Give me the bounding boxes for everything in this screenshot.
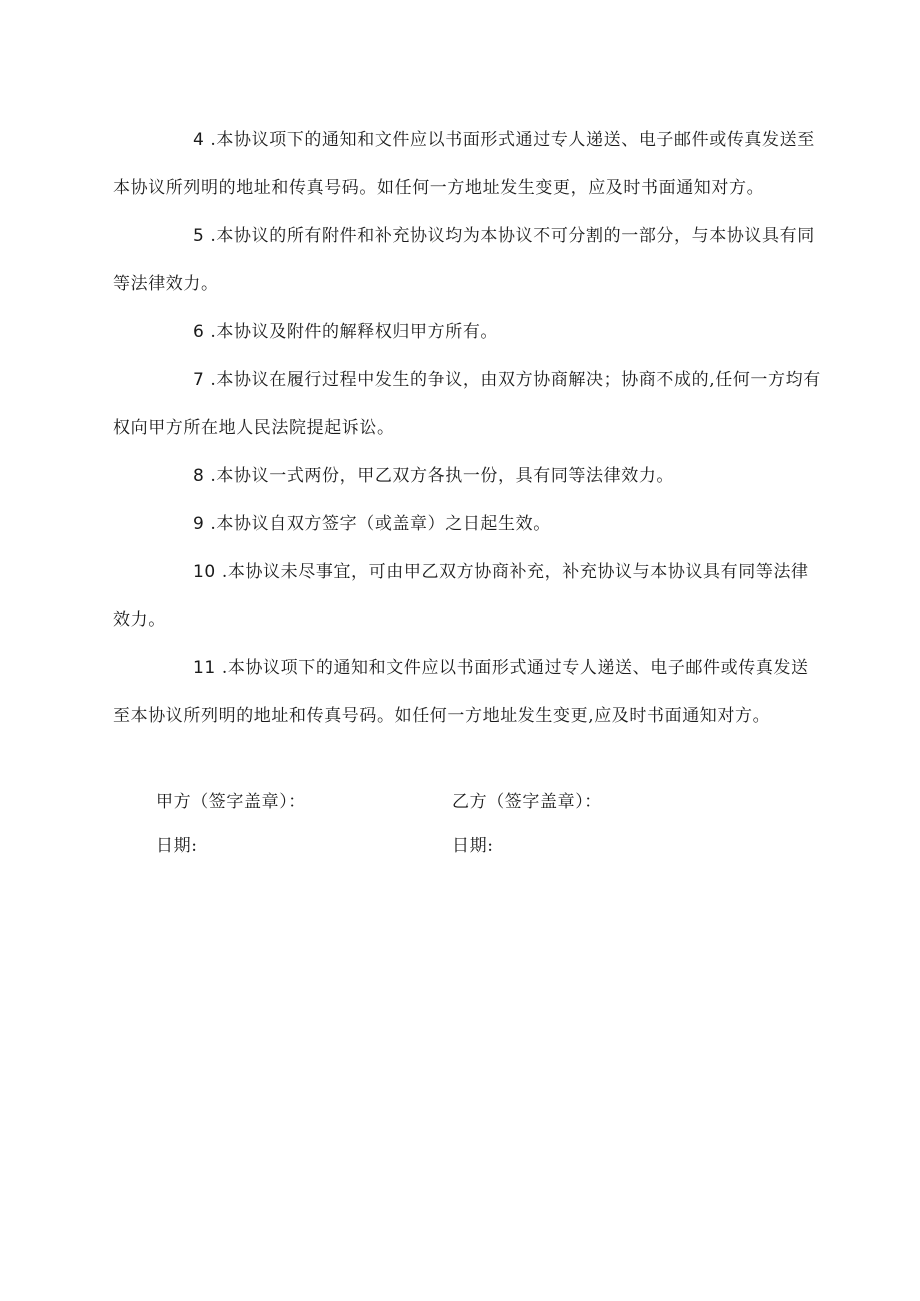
clause-list: [113, 116, 825, 740]
clause-number: 6: [193, 322, 205, 342]
clause-number: 9: [193, 514, 205, 534]
clause-5: [113, 212, 825, 308]
clause-9: [113, 500, 825, 548]
clause-10: [113, 548, 825, 644]
clause-text: .本协议自双方签字（或盖章）之日起生效。: [210, 514, 551, 534]
clause-text: .本协议一式两份，甲乙双方各执一份，具有同等法律效力。: [210, 466, 675, 486]
clause-number: 8: [193, 466, 205, 486]
party-a-date-label: 日期:: [156, 836, 198, 856]
clause-number: 11: [193, 658, 216, 678]
clause-7: [113, 356, 825, 452]
clause-text: .本协议项下的通知和文件应以书面形式通过专人递送、电子邮件或传真发送至本协议所列明的地址和传真号码。如任何一方地址发生变更,应及时书面通知对方。: [113, 658, 809, 726]
clause-text: .本协议的所有附件和补充协议均为本协议不可分割的一部分，与本协议具有同等法律效力。: [113, 226, 815, 294]
clause-4: [113, 116, 825, 212]
clause-text: .本协议项下的通知和文件应以书面形式通过专人递送、电子邮件或传真发送至本协议所列明的地址和传真号码。如任何一方地址发生变更，应及时书面通知对方。: [113, 130, 815, 198]
party-a-signature-label: 甲方（签字盖章）：: [156, 792, 306, 812]
clause-text: .本协议及附件的解释权归甲方所有。: [210, 322, 499, 342]
clause-number: 10: [193, 562, 216, 582]
clause-number: 5: [193, 226, 205, 246]
clause-8: [113, 452, 825, 500]
clause-11: [113, 644, 825, 740]
clause-number: 7: [193, 370, 205, 390]
clause-text: .本协议未尽事宜，可由甲乙双方协商补充，补充协议与本协议具有同等法律效力。: [113, 562, 809, 630]
clause-6: [113, 308, 825, 356]
party-b-date-label: 日期:: [452, 836, 494, 856]
clause-number: 4: [193, 130, 205, 150]
clause-text: .本协议在履行过程中发生的争议，由双方协商解决；协商不成的,任何一方均有权向甲方所在地人民法院提起诉讼。: [113, 370, 821, 438]
party-b-signature-label: 乙方（签字盖章）：: [452, 792, 602, 812]
